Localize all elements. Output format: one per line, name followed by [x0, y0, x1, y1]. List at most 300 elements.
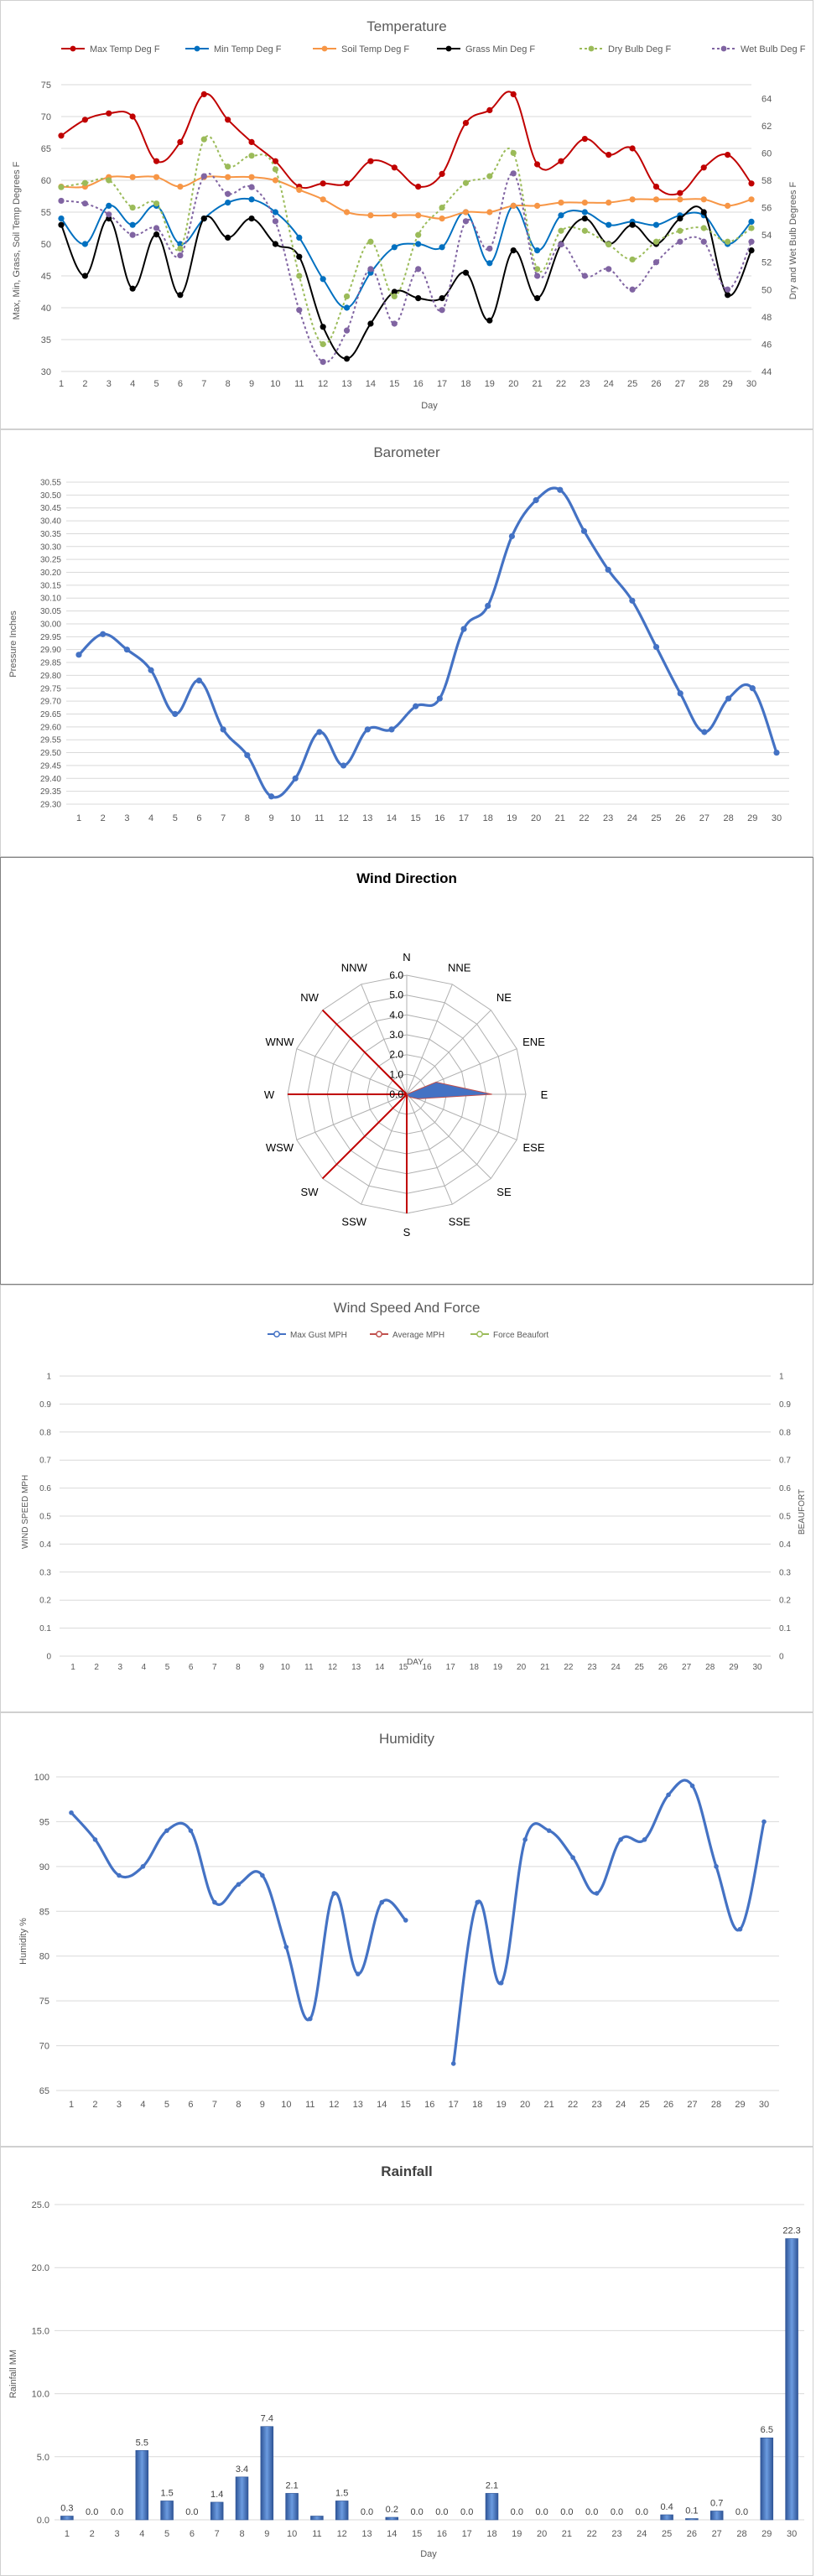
- x-tick-label: 16: [436, 2529, 448, 2539]
- y-tick-label: 75: [40, 80, 51, 91]
- series-line: [61, 206, 751, 359]
- x-tick-label: 17: [448, 2100, 459, 2110]
- data-point: [701, 209, 707, 215]
- x-tick-label: 4: [139, 2529, 145, 2539]
- data-point: [296, 273, 302, 278]
- data-point: [225, 117, 231, 122]
- rain-bar: [786, 2239, 798, 2520]
- data-point: [606, 200, 611, 205]
- y2-tick-label: 52: [761, 257, 772, 268]
- rain-bar: [710, 2511, 723, 2520]
- data-point: [248, 174, 254, 180]
- data-point: [725, 292, 730, 298]
- wind-speed-y2-label: BEAUFORT: [798, 1488, 807, 1535]
- x-tick-label: 30: [758, 2100, 770, 2110]
- direction-label: NW: [300, 991, 319, 1005]
- x-tick-label: 16: [413, 379, 424, 389]
- data-point: [415, 241, 421, 247]
- radar-spoke: [407, 1094, 491, 1178]
- data-point: [534, 161, 540, 167]
- legend-marker: [322, 46, 328, 52]
- data-label: 0.4: [660, 2501, 673, 2512]
- data-point: [677, 196, 683, 202]
- direction-label: S: [403, 1226, 411, 1239]
- x-tick-label: 4: [130, 379, 136, 389]
- x-tick-label: 7: [221, 813, 226, 823]
- data-point: [558, 200, 564, 205]
- data-point: [148, 667, 153, 673]
- x-tick-label: 29: [735, 2100, 746, 2110]
- data-point: [273, 241, 278, 247]
- x-tick-label: 25: [661, 2529, 673, 2539]
- x-tick-label: 19: [492, 1663, 503, 1672]
- x-tick-label: 10: [286, 2529, 298, 2539]
- data-point: [485, 603, 491, 609]
- x-tick-label: 12: [338, 813, 349, 823]
- data-point: [273, 166, 278, 172]
- x-tick-label: 18: [460, 379, 471, 389]
- data-point: [630, 196, 636, 202]
- x-tick-label: 4: [140, 2100, 146, 2110]
- data-point: [653, 259, 659, 265]
- y2-tick-label: 46: [761, 340, 772, 351]
- series-line: [61, 174, 751, 363]
- rainfall-x-label: Day: [420, 2549, 437, 2559]
- x-tick-label: 4: [141, 1663, 147, 1672]
- rain-bar: [761, 2438, 773, 2520]
- data-point: [534, 273, 540, 278]
- data-point: [58, 216, 64, 221]
- data-point: [701, 196, 707, 202]
- y2-tick-label: 48: [761, 312, 772, 323]
- data-point: [177, 292, 183, 298]
- radial-tick-label: 4.0: [389, 1009, 403, 1021]
- data-point: [451, 2061, 456, 2066]
- x-tick-label: 14: [386, 813, 398, 823]
- x-tick-label: 6: [189, 2529, 195, 2539]
- y2-tick-label: 0: [779, 1652, 784, 1662]
- data-point: [344, 328, 350, 334]
- legend-label: Force Beaufort: [493, 1331, 549, 1340]
- x-tick-label: 11: [294, 379, 304, 389]
- x-tick-label: 11: [305, 2100, 315, 2110]
- y-tick-label: 5.0: [36, 2452, 49, 2463]
- data-point: [582, 200, 588, 205]
- wind-speed-title: Wind Speed And Force: [333, 1300, 481, 1316]
- radar-spoke: [407, 1010, 491, 1094]
- data-point: [388, 726, 394, 732]
- x-tick-label: 1: [58, 379, 65, 389]
- x-tick-label: 18: [482, 813, 493, 823]
- x-tick-label: 30: [771, 813, 782, 823]
- data-point: [244, 752, 250, 758]
- data-point: [748, 196, 754, 202]
- rain-bar: [335, 2501, 348, 2520]
- rainfall-y-label: Rainfall MM: [8, 2349, 18, 2399]
- data-point: [463, 209, 469, 215]
- data-label: 0.0: [185, 2507, 199, 2517]
- y2-tick-label: 1: [779, 1372, 784, 1382]
- series-line: [454, 1780, 764, 2064]
- data-point: [677, 228, 683, 234]
- data-point: [273, 209, 278, 215]
- x-tick-label: 15: [400, 2100, 411, 2110]
- direction-label: SSE: [448, 1215, 470, 1228]
- x-tick-label: 12: [336, 2529, 347, 2539]
- y-tick-label: 0.9: [39, 1400, 51, 1410]
- direction-label: ENE: [522, 1036, 545, 1049]
- data-point: [486, 318, 492, 324]
- data-point: [225, 191, 231, 197]
- data-point: [172, 711, 178, 717]
- x-tick-label: 2: [89, 2529, 95, 2539]
- y-tick-label: 29.65: [39, 709, 61, 719]
- rain-bar: [685, 2518, 698, 2520]
- x-tick-label: 9: [259, 1663, 264, 1672]
- x-tick-label: 19: [484, 379, 495, 389]
- y-tick-label: 65: [40, 144, 51, 154]
- data-point: [332, 1891, 337, 1896]
- data-point: [403, 1918, 408, 1923]
- data-point: [570, 1855, 575, 1860]
- data-point: [153, 158, 159, 164]
- x-tick-label: 6: [188, 1663, 194, 1672]
- x-tick-label: 16: [434, 813, 445, 823]
- x-tick-label: 21: [561, 2529, 573, 2539]
- data-label: 0.0: [110, 2507, 124, 2517]
- data-point: [677, 190, 683, 196]
- y-tick-label: 100: [34, 1773, 49, 1783]
- data-point: [581, 528, 587, 534]
- y-tick-label: 85: [39, 1907, 49, 1918]
- radial-tick-label: 1.0: [389, 1068, 403, 1081]
- series-line: [71, 1813, 406, 2020]
- x-tick-label: 30: [786, 2529, 798, 2539]
- frequency-area: [407, 1083, 492, 1099]
- data-point: [320, 180, 326, 186]
- y2-tick-label: 0.9: [779, 1400, 791, 1410]
- x-tick-label: 11: [312, 2529, 322, 2539]
- data-point: [296, 235, 302, 241]
- y-tick-label: 30.05: [39, 607, 61, 617]
- y-tick-label: 29.60: [39, 723, 61, 733]
- data-point: [582, 228, 588, 234]
- data-point: [534, 203, 540, 209]
- y-tick-label: 29.40: [39, 774, 61, 784]
- x-tick-label: 22: [579, 813, 590, 823]
- y-tick-label: 60: [40, 176, 51, 186]
- data-label: 0.0: [360, 2507, 374, 2517]
- x-tick-label: 26: [651, 379, 662, 389]
- x-tick-label: 10: [281, 2100, 292, 2110]
- data-label: 0.0: [86, 2507, 99, 2517]
- data-label: 2.1: [485, 2480, 499, 2491]
- x-tick-label: 27: [674, 379, 685, 389]
- y2-tick-label: 58: [761, 176, 772, 186]
- x-tick-label: 3: [116, 2100, 122, 2110]
- data-point: [486, 107, 492, 113]
- x-tick-label: 25: [626, 379, 638, 389]
- data-point: [499, 1981, 504, 1986]
- x-tick-label: 15: [398, 1663, 408, 1672]
- y-tick-label: 30.30: [39, 543, 61, 553]
- data-point: [486, 246, 492, 252]
- y-tick-label: 0.6: [39, 1484, 51, 1494]
- data-point: [558, 212, 564, 218]
- data-point: [344, 209, 350, 215]
- y2-tick-label: 0.6: [779, 1484, 791, 1494]
- x-tick-label: 16: [422, 1663, 432, 1672]
- y2-tick-label: 56: [761, 203, 772, 214]
- wind-speed-y-label: WIND SPEED MPH: [21, 1474, 30, 1550]
- data-point: [225, 174, 231, 180]
- series-line: [79, 488, 777, 797]
- data-point: [486, 209, 492, 215]
- x-tick-label: 26: [657, 1663, 668, 1672]
- y-tick-label: 29.90: [39, 646, 61, 656]
- x-tick-label: 20: [508, 379, 519, 389]
- y-tick-label: 29.85: [39, 658, 61, 668]
- humidity-title: Humidity: [378, 1731, 435, 1747]
- y-tick-label: 30.00: [39, 620, 61, 630]
- data-point: [415, 184, 421, 190]
- x-tick-label: 3: [106, 379, 112, 389]
- legend-marker: [195, 46, 200, 52]
- data-point: [392, 293, 398, 299]
- y-tick-label: 0.5: [39, 1512, 51, 1522]
- data-point: [738, 1927, 743, 1932]
- y-tick-label: 0.7: [39, 1456, 51, 1466]
- x-tick-label: 1: [70, 1663, 75, 1672]
- x-tick-label: 26: [675, 813, 686, 823]
- x-tick-label: 18: [472, 2100, 483, 2110]
- y2-tick-label: 0.5: [779, 1512, 791, 1522]
- data-point: [725, 152, 730, 158]
- data-point: [82, 200, 88, 206]
- y2-tick-label: 62: [761, 121, 772, 132]
- data-point: [201, 174, 207, 179]
- data-point: [153, 231, 159, 237]
- data-point: [212, 1900, 217, 1905]
- data-point: [365, 726, 371, 732]
- direction-label: SE: [496, 1185, 512, 1198]
- x-tick-label: 3: [117, 1663, 123, 1672]
- legend-marker: [446, 46, 452, 52]
- x-tick-label: 1: [68, 2100, 75, 2110]
- x-tick-label: 14: [365, 379, 377, 389]
- radial-tick-label: 3.0: [389, 1029, 403, 1041]
- data-point: [356, 1971, 361, 1976]
- radar-spoke: [407, 1094, 452, 1204]
- y-tick-label: 29.30: [39, 800, 61, 810]
- data-point: [196, 678, 202, 683]
- y2-tick-label: 0.7: [779, 1456, 791, 1466]
- data-point: [415, 212, 421, 218]
- data-point: [558, 158, 564, 164]
- wind-speed-plot: [1, 1285, 813, 1711]
- x-tick-label: 24: [615, 2100, 626, 2110]
- data-point: [106, 211, 112, 217]
- data-point: [534, 247, 540, 253]
- data-point: [439, 307, 444, 313]
- data-point: [367, 266, 373, 272]
- x-tick-label: 5: [164, 1663, 170, 1672]
- legend-label: Max Temp Deg F: [90, 44, 160, 55]
- data-point: [296, 307, 302, 313]
- data-point: [164, 1828, 169, 1833]
- data-point: [392, 244, 398, 250]
- data-point: [463, 180, 469, 186]
- x-tick-label: 2: [100, 813, 106, 823]
- legend-label: Wet Bulb Deg F: [741, 44, 806, 55]
- data-point: [201, 91, 207, 97]
- data-point: [653, 644, 659, 650]
- data-point: [296, 254, 302, 260]
- rain-bar: [210, 2502, 223, 2520]
- data-point: [248, 216, 254, 221]
- rainfall-chart: [0, 2147, 813, 2576]
- data-point: [439, 295, 444, 301]
- y-tick-label: 30.40: [39, 517, 61, 527]
- x-tick-label: 8: [225, 379, 231, 389]
- y-tick-label: 29.55: [39, 735, 61, 745]
- x-tick-label: 28: [723, 813, 734, 823]
- y-tick-label: 0: [46, 1652, 51, 1662]
- rain-bar: [661, 2515, 673, 2520]
- data-point: [344, 304, 350, 310]
- y-tick-label: 70: [39, 2041, 49, 2052]
- x-tick-label: 28: [710, 2100, 722, 2110]
- y2-tick-label: 0.4: [779, 1540, 791, 1550]
- radar-spoke: [297, 1094, 407, 1140]
- data-point: [653, 239, 659, 245]
- x-tick-label: 22: [564, 1663, 574, 1672]
- x-tick-label: 5: [164, 2100, 169, 2110]
- x-tick-label: 12: [329, 2100, 340, 2110]
- direction-label: NNE: [448, 961, 471, 974]
- x-tick-label: 4: [148, 813, 154, 823]
- data-point: [630, 257, 636, 262]
- x-tick-label: 26: [663, 2100, 674, 2110]
- data-point: [284, 1945, 289, 1950]
- data-point: [714, 1864, 719, 1869]
- y-tick-label: 30.15: [39, 581, 61, 591]
- x-tick-label: 24: [626, 813, 637, 823]
- data-point: [725, 239, 730, 245]
- x-tick-label: 9: [248, 379, 255, 389]
- data-point: [201, 216, 207, 221]
- data-point: [248, 139, 254, 145]
- data-point: [58, 132, 64, 138]
- data-point: [124, 647, 130, 652]
- data-point: [268, 793, 274, 799]
- legend-label: Dry Bulb Deg F: [608, 44, 672, 55]
- data-point: [725, 203, 730, 209]
- y-tick-label: 40: [40, 304, 51, 314]
- data-point: [606, 242, 611, 247]
- data-point: [748, 239, 754, 245]
- data-point: [367, 239, 373, 245]
- x-tick-label: 30: [746, 379, 757, 389]
- x-tick-label: 8: [236, 1663, 241, 1672]
- direction-label: WSW: [265, 1140, 294, 1154]
- data-point: [130, 232, 136, 238]
- data-point: [690, 1784, 695, 1789]
- y-tick-label: 30.10: [39, 594, 61, 604]
- y-tick-label: 0.8: [39, 1428, 51, 1438]
- rainfall-title: Rainfall: [381, 2163, 433, 2179]
- legend-marker: [721, 46, 727, 52]
- wind-direction-chart: [0, 857, 813, 1285]
- x-tick-label: 20: [517, 1663, 527, 1672]
- x-tick-label: 14: [387, 2529, 398, 2539]
- temperature-chart: [0, 0, 813, 429]
- y-tick-label: 1: [46, 1372, 51, 1382]
- x-tick-label: 21: [532, 379, 543, 389]
- x-tick-label: 23: [580, 379, 590, 389]
- data-point: [460, 626, 466, 632]
- rain-bar: [386, 2517, 398, 2520]
- x-tick-label: 24: [637, 2529, 647, 2539]
- radar-spoke: [361, 1094, 407, 1204]
- x-tick-label: 13: [351, 1663, 361, 1672]
- y-tick-label: 50: [40, 240, 51, 250]
- x-tick-label: 3: [114, 2529, 120, 2539]
- data-point: [69, 1810, 74, 1815]
- data-point: [93, 1837, 98, 1842]
- y-tick-label: 30.50: [39, 491, 61, 501]
- data-point: [486, 260, 492, 266]
- y-tick-label: 0.3: [39, 1568, 51, 1578]
- x-tick-label: 5: [164, 2529, 170, 2539]
- y2-tick-label: 64: [761, 94, 772, 105]
- direction-label: N: [403, 951, 411, 963]
- data-point: [225, 200, 231, 205]
- x-tick-label: 6: [177, 379, 183, 389]
- y2-tick-label: 54: [761, 231, 772, 242]
- x-tick-label: 9: [259, 2100, 265, 2110]
- data-point: [415, 295, 421, 301]
- y-tick-label: 35: [40, 335, 51, 345]
- data-point: [177, 139, 183, 145]
- data-label: 0.0: [535, 2507, 548, 2517]
- data-point: [437, 695, 443, 701]
- data-point: [534, 295, 540, 301]
- y-tick-label: 29.75: [39, 684, 61, 694]
- barometer-y-label: Pressure Inches: [8, 610, 18, 678]
- x-tick-label: 28: [736, 2529, 747, 2539]
- data-point: [522, 1837, 528, 1842]
- data-point: [82, 117, 88, 122]
- data-label: 0.0: [410, 2507, 424, 2517]
- data-label: 0.2: [385, 2504, 398, 2515]
- barometer-title: Barometer: [373, 444, 440, 460]
- temperature-plot: [1, 1, 813, 428]
- data-point: [463, 218, 469, 224]
- data-point: [533, 497, 539, 503]
- data-point: [511, 203, 517, 209]
- x-tick-label: 9: [264, 2529, 270, 2539]
- x-tick-label: 14: [375, 1663, 385, 1672]
- x-tick-label: 29: [761, 2529, 772, 2539]
- x-tick-label: 20: [536, 2529, 548, 2539]
- data-point: [558, 242, 564, 247]
- radial-tick-label: 6.0: [389, 969, 403, 981]
- legend-marker: [274, 1332, 279, 1337]
- data-point: [344, 356, 350, 361]
- data-point: [248, 184, 254, 190]
- y-tick-label: 29.80: [39, 671, 61, 681]
